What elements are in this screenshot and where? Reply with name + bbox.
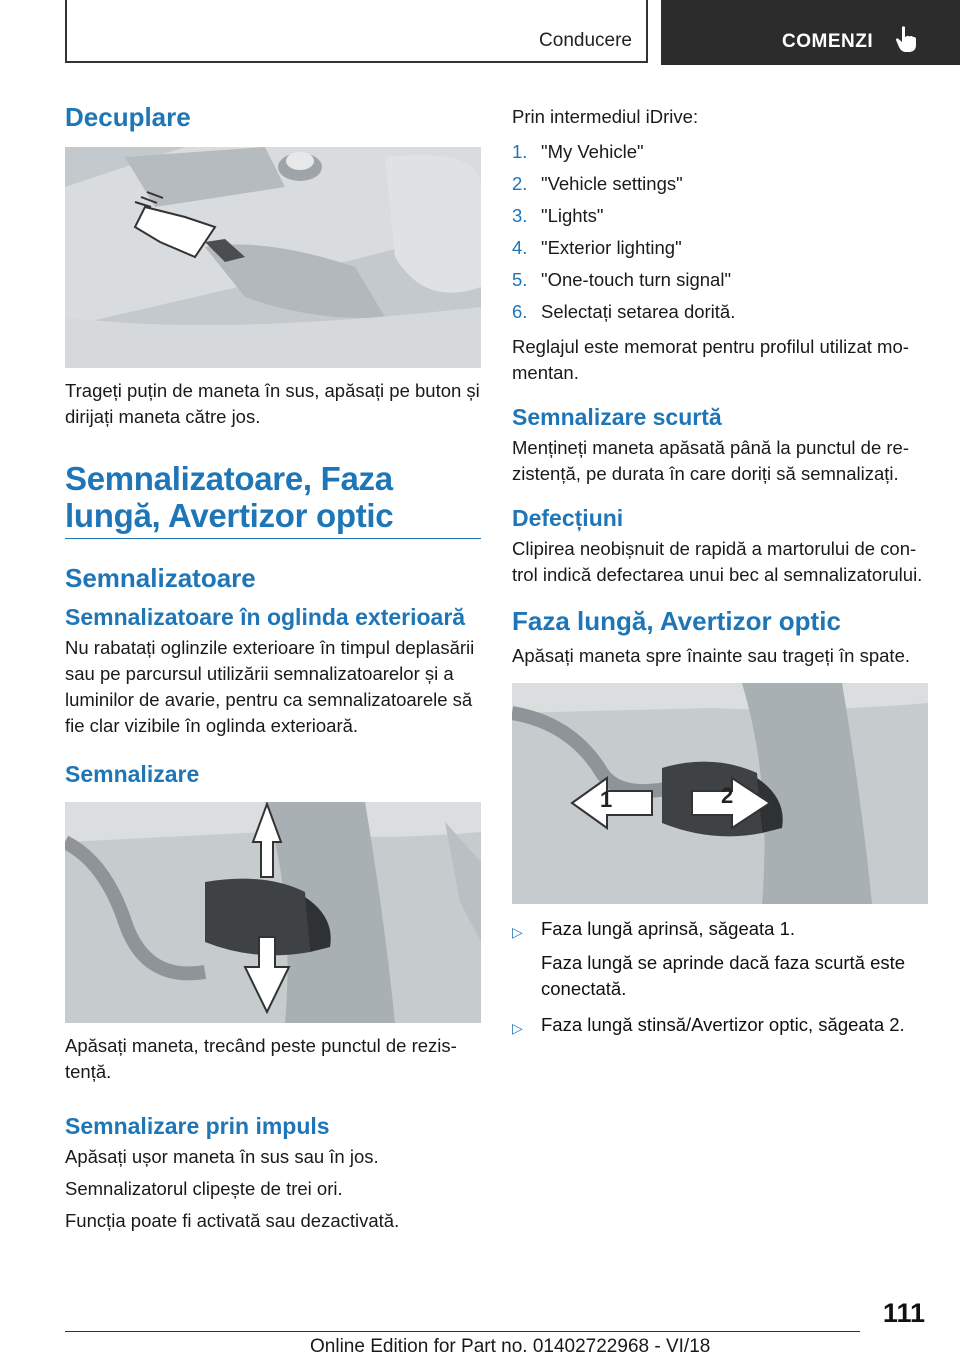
- heading-oglinda: Semnalizatoare în oglinda exterioară: [65, 604, 466, 630]
- heading-decuplare: Decuplare: [65, 102, 191, 132]
- header-section-box: [65, 0, 648, 63]
- paragraph-impuls-1: Apăsați ușor maneta în sus sau în jos.: [65, 1146, 379, 1167]
- heading-semnalizare-scurta: Semnalizare scurtă: [512, 404, 722, 430]
- step-item: 3. "Lights": [512, 205, 604, 226]
- paragraph-oglinda: Nu rabatați oglinzile exterioare în timpul deplasării sau pe parcursul utilizării semnalizatoarelor și a luminilor de avarie, pentru ca semnalizatoarele să fie clar vizibile în oglinda exterioară.: [65, 637, 475, 736]
- chapter-title: Semnalizatoare, Faza lungă, Avertizor optic: [65, 460, 394, 534]
- paragraph-decuplare: Trageți puțin de maneta în sus, apăsați pe buton și dirijați maneta către jos.: [65, 380, 480, 427]
- heading-semnalizatoare: Semnalizatoare: [65, 563, 256, 593]
- arrow-label-1: 1: [600, 787, 613, 812]
- footer-edition: Online Edition for Part no. 01402722968 - VI/18: [310, 1336, 711, 1357]
- figure-turn-signal-lever: [65, 802, 481, 1023]
- step-item: 2. "Vehicle settings": [512, 173, 683, 194]
- heading-faza-lunga: Faza lungă, Avertizor optic: [512, 606, 841, 636]
- paragraph-faza-lunga: Apăsați maneta spre înainte sau trageți în spate.: [512, 645, 910, 666]
- triangle-bullet-icon: ▷: [512, 924, 523, 940]
- arrow-label-2: 2: [721, 783, 734, 808]
- bullet-item: ▷ Faza lungă stinsă/Avertizor optic, săgeata 2.: [512, 1012, 928, 1038]
- heading-semnalizare: Semnalizare: [65, 761, 200, 787]
- step-item: 1. "My Vehicle": [512, 141, 644, 162]
- header-chapter-tab[interactable]: [661, 0, 960, 65]
- paragraph-idrive: Prin intermediul iDrive:: [512, 106, 699, 127]
- paragraph-impuls-3: Funcția poate fi activată sau dezactivată.: [65, 1210, 400, 1231]
- bullet-subtext: Faza lungă se aprinde dacă faza scurtă este conectată.: [541, 952, 906, 999]
- page-number: 111: [882, 1298, 925, 1328]
- header-chapter-label: COMENZI: [782, 31, 874, 52]
- left-column: [65, 96, 481, 1240]
- bullet-item: ▷ Faza lungă aprinsă, săgeata 1. Faza lungă se aprinde dacă faza scurtă este conectată.: [512, 916, 928, 1002]
- footer-rule: [65, 1331, 860, 1332]
- paragraph-semnalizare: Apăsați maneta, trecând peste punctul de rezistență.: [65, 1035, 457, 1082]
- paragraph-defectiuni: Clipirea neobișnuit de rapidă a martorului de control indică defectarea unui bec al semnalizatorului.: [512, 538, 923, 585]
- high-beam-bullets: [512, 916, 928, 1038]
- paragraph-impuls-2: Semnalizatorul clipește de trei ori.: [65, 1178, 343, 1199]
- pointing-hand-icon: [895, 25, 917, 53]
- chapter-title-rule: [65, 538, 481, 539]
- paragraph-semnalizare-scurta: Mențineți maneta apăsată până la punctul de rezistență, pe durata în care doriți să semnalizați.: [512, 437, 909, 484]
- triangle-bullet-icon: ▷: [512, 1020, 523, 1036]
- idrive-steps-list: [512, 136, 928, 328]
- step-item: 5. "One-touch turn signal": [512, 269, 732, 290]
- right-column: [512, 104, 928, 1048]
- figure-handbrake: [65, 147, 481, 368]
- header-section-label: Conducere: [539, 30, 632, 51]
- heading-defectiuni: Defecțiuni: [512, 505, 624, 531]
- paragraph-reglaj: Reglajul este memorat pentru profilul utilizat momentan.: [512, 336, 909, 383]
- heading-impuls: Semnalizare prin impuls: [65, 1113, 330, 1139]
- step-item: 6. Selectați setarea dorită.: [512, 301, 736, 322]
- step-item: 4. "Exterior lighting": [512, 237, 682, 258]
- figure-high-beam-lever: [512, 683, 928, 904]
